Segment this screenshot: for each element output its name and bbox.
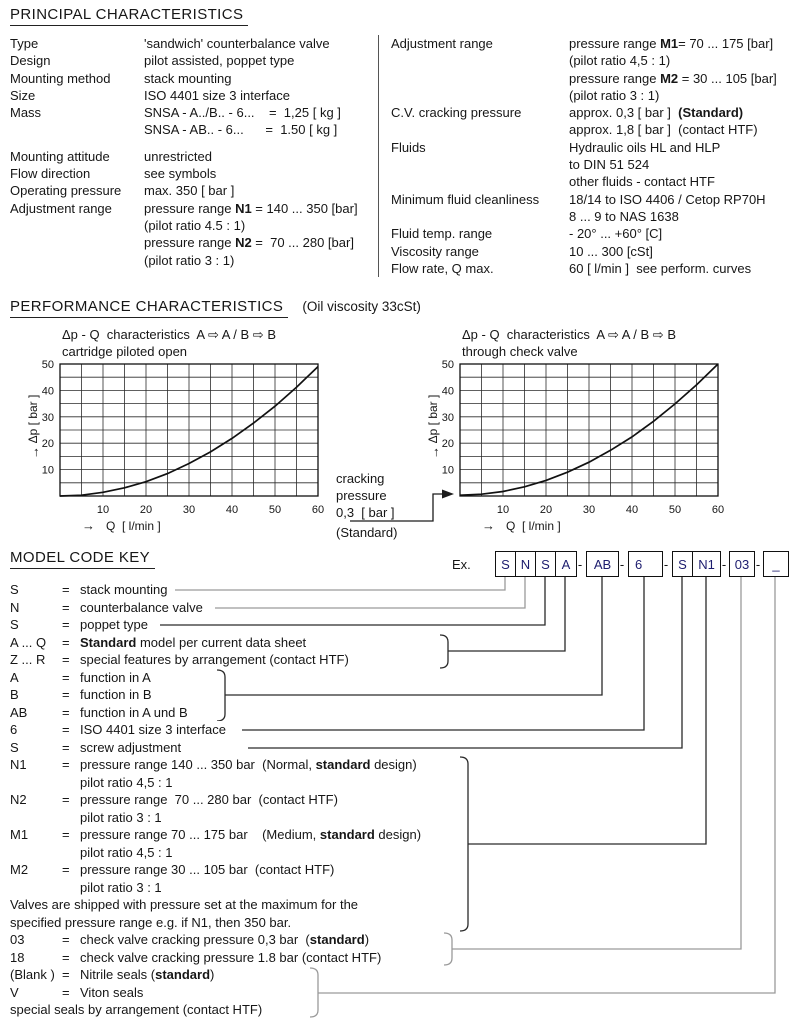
model-code-box-group [729, 551, 755, 577]
model-code-description: check valve cracking pressure 1.8 bar (contact HTF) [80, 949, 382, 965]
chart-plot-area [26, 360, 336, 537]
model-code-description: Viton seals [80, 984, 144, 1000]
example-label: Ex. [452, 557, 471, 572]
spec-label: Flow rate, Q max. [391, 260, 494, 276]
model-code-box-group [672, 551, 721, 577]
svg-text:40: 40 [441, 385, 454, 398]
model-code-description: screw adjustment [80, 739, 182, 755]
svg-text:40: 40 [225, 504, 239, 516]
model-code-description: pressure range 70 ... 280 bar (contact HTF) [80, 792, 338, 807]
spec-value-line: pressure range N2 = 70 ... 280 [bar] [144, 235, 354, 251]
model-code-code [10, 809, 62, 827]
model-code-code: V [10, 984, 19, 1000]
performance-title: PERFORMANCE CHARACTERISTICS (Oil viscosity 33cSt) [10, 298, 798, 318]
spec-value [569, 35, 792, 104]
spec-value-line: see symbols [144, 166, 217, 182]
model-code-box-group [763, 551, 789, 577]
model-code-code: S [10, 739, 19, 755]
spec-value-line: approx. 0,3 [ bar ] (Standard) [569, 105, 744, 121]
model-code-row [10, 844, 798, 862]
spec-value [569, 225, 792, 242]
model-code-row [10, 1001, 798, 1019]
model-code-description: check valve cracking pressure 0,3 bar (standard) [80, 932, 370, 947]
model-code-note-line: specified pressure range e.g. if N1, then 350 bar. [10, 914, 292, 930]
svg-text:30: 30 [441, 411, 454, 424]
spec-value-line: 60 [ l/min ] see perform. curves [569, 260, 752, 276]
principal-characteristics-section [10, 6, 792, 277]
x-axis-label: Q [ l/min ] [506, 519, 561, 533]
spec-value-line: max. 350 [ bar ] [144, 183, 235, 199]
spec-value [569, 243, 792, 260]
spec-value [144, 165, 378, 182]
spec-value-line: pressure range M1= 70 ... 175 [bar] [569, 36, 774, 51]
model-code-row [10, 914, 798, 932]
model-code-code: 6 [10, 722, 18, 737]
model-code-description: stack mounting [80, 582, 168, 597]
model-code-description: pressure range 70 ... 175 bar (Medium, standard design) [80, 827, 422, 842]
model-code-box-group [628, 551, 663, 577]
spec-row [10, 35, 378, 52]
spec-value [569, 139, 792, 191]
model-code-box-cell: N [516, 552, 536, 576]
model-code-box-cell: A [561, 556, 571, 572]
model-code-description: pilot ratio 3 : 1 [80, 809, 162, 825]
equals-sign: = [62, 599, 70, 615]
model-code-row [10, 669, 798, 687]
model-code-code: M2 [10, 862, 29, 877]
spec-value [144, 87, 378, 104]
model-code-box-cell: S [496, 552, 516, 576]
spec-label: Mass [10, 105, 42, 121]
spec-row [391, 35, 792, 104]
spec-value-line: (pilot ratio 4,5 : 1) [569, 53, 671, 69]
chart-plot-area [426, 360, 736, 537]
svg-text:20: 20 [441, 438, 454, 451]
model-code-description: function in B [80, 687, 152, 702]
model-code-row [10, 651, 798, 669]
spec-value [144, 182, 378, 199]
model-code-box-cell: AB [593, 556, 612, 572]
model-code-row [10, 809, 798, 827]
spec-value-line: approx. 1,8 [ bar ] (contact HTF) [569, 122, 758, 138]
spec-label: Fluids [391, 139, 426, 155]
spec-value-line: (pilot ratio 4.5 : 1) [144, 217, 246, 233]
model-code-row [10, 634, 798, 652]
y-axis-arrow-icon: ↑ [433, 444, 440, 459]
spec-value-line: SNSA - AB.. - 6... = 1.50 [ kg ] [144, 122, 338, 138]
svg-text:50: 50 [441, 360, 454, 371]
model-code-description: function in A [80, 669, 151, 685]
model-code-code [10, 774, 62, 792]
model-code-key-section [0, 545, 798, 1029]
spec-value [144, 70, 378, 87]
spec-value-line: stack mounting [144, 70, 232, 86]
equals-sign: = [62, 582, 70, 597]
spec-value [144, 148, 378, 165]
spec-label: Flow direction [10, 166, 91, 182]
model-code-code: A [10, 669, 19, 685]
svg-text:10: 10 [41, 464, 54, 477]
chart-through-check-valve [426, 326, 736, 537]
performance-characteristics-section [10, 298, 798, 538]
spec-value-line: other fluids - contact HTF [569, 174, 715, 190]
svg-text:10: 10 [441, 464, 454, 477]
svg-text:50: 50 [41, 360, 54, 371]
spec-row [10, 200, 378, 269]
model-code-description: special features by arrangement (contact HTF) [80, 652, 349, 667]
model-code-description: pressure range 30 ... 105 bar (contact HTF) [80, 862, 335, 877]
equals-sign: = [62, 862, 70, 877]
model-code-box-cell: 03 [734, 556, 750, 572]
chart-subtitle: cartridge piloted open [62, 344, 188, 359]
spec-label: Operating pressure [10, 183, 122, 199]
spec-value-line: SNSA - A../B.. - 6... = 1,25 [ kg ] [144, 105, 341, 121]
spec-label: Viscosity range [391, 243, 479, 259]
spec-value-line: (pilot ratio 3 : 1) [144, 252, 235, 268]
spec-label: Design [10, 53, 51, 69]
model-code-box-group [586, 551, 619, 577]
equals-sign: = [62, 984, 70, 1000]
model-code-note-line: Valves are shipped with pressure set at the maximum for the [10, 897, 359, 912]
model-code-code: A ... Q [10, 634, 47, 650]
model-code-code: S [10, 617, 19, 632]
spec-value [569, 260, 792, 277]
spec-label: Fluid temp. range [391, 226, 493, 242]
spec-row [391, 191, 792, 226]
spec-row [10, 70, 378, 87]
y-axis-label: Δp [ bar ] [426, 394, 440, 444]
spec-value-line: (pilot ratio 3 : 1) [569, 87, 660, 103]
svg-text:60: 60 [311, 504, 325, 516]
spec-value [144, 104, 378, 139]
chart-svg [426, 360, 726, 534]
model-code-box-group [495, 551, 577, 577]
model-code-row [10, 721, 798, 739]
chart-grid [60, 364, 318, 496]
model-code-row [10, 739, 798, 757]
model-code-description: pilot ratio 4,5 : 1 [80, 844, 173, 860]
model-code-row [10, 949, 798, 967]
spec-label: Type [10, 36, 39, 51]
spec-label: C.V. cracking pressure [391, 105, 522, 121]
model-code-dash: - [755, 556, 761, 572]
cracking-pressure-note: cracking pressure 0,3 [ bar ] (Standard) [336, 471, 398, 540]
spec-row [10, 87, 378, 104]
spec-row [10, 165, 378, 182]
spec-value-line: - 20° ... +60° [C] [569, 226, 663, 242]
svg-text:20: 20 [539, 504, 553, 516]
model-code-box-cell: 6 [635, 556, 643, 572]
svg-text:50: 50 [668, 504, 682, 516]
model-code-description: pressure range 140 ... 350 bar (Normal, standard design) [80, 757, 417, 772]
chart-piloted-open [26, 326, 336, 537]
chart-subtitle: through check valve [462, 344, 578, 359]
spec-row [10, 148, 378, 165]
equals-sign: = [62, 967, 70, 982]
spec-row [391, 139, 792, 191]
model-code-description: Standard model per current data sheet [80, 634, 307, 650]
equals-sign [62, 844, 80, 862]
principal-title: PRINCIPAL CHARACTERISTICS [10, 6, 792, 26]
model-code-box-cell: S [536, 552, 556, 576]
svg-text:20: 20 [139, 504, 153, 516]
equals-sign: = [62, 634, 70, 650]
spec-row [391, 104, 792, 139]
equals-sign: = [62, 757, 70, 772]
spec-value-line: 8 ... 9 to NAS 1638 [569, 208, 679, 224]
spec-value [569, 104, 792, 139]
model-code-description: counterbalance valve [80, 599, 203, 615]
spec-column-right [378, 35, 792, 277]
model-code-code: (Blank ) [10, 967, 55, 982]
model-code-description: Nitrile seals (standard) [80, 967, 215, 982]
svg-text:30: 30 [182, 504, 196, 516]
spec-label: Adjustment range [10, 200, 112, 216]
model-code-rows [10, 581, 798, 1019]
equals-sign: = [62, 652, 70, 667]
model-code-row [10, 599, 798, 617]
spec-value [144, 52, 378, 69]
x-axis-label: Q [ l/min ] [106, 519, 161, 533]
model-code-row [10, 791, 798, 809]
equals-sign: = [62, 669, 70, 685]
equals-sign: = [62, 792, 70, 807]
spec-value-line: pressure range N1 = 140 ... 350 [bar] [144, 200, 358, 216]
model-code-description: poppet type [80, 617, 148, 632]
model-code-dash: - [721, 556, 727, 572]
svg-text:30: 30 [41, 411, 54, 424]
svg-text:60: 60 [711, 504, 725, 516]
model-code-code: S [10, 582, 19, 597]
y-axis-label: Δp [ bar ] [26, 394, 40, 444]
svg-text:30: 30 [582, 504, 596, 516]
spec-value-line: to DIN 51 524 [569, 157, 650, 173]
equals-sign [62, 774, 80, 792]
model-code-row [10, 966, 798, 984]
spec-value [144, 200, 378, 269]
spec-value-line: pilot assisted, poppet type [144, 53, 295, 69]
spec-label: Mounting method [10, 70, 111, 86]
spec-label: Adjustment range [391, 36, 493, 51]
model-code-row [10, 984, 798, 1002]
equals-sign: = [62, 617, 70, 632]
model-code-row [10, 686, 798, 704]
model-code-note-line: special seals by arrangement (contact HTF) [10, 1002, 263, 1017]
spec-value-line: unrestricted [144, 148, 212, 164]
spec-row [10, 104, 378, 139]
model-code-code: B [10, 687, 19, 702]
equals-sign: = [62, 949, 70, 965]
x-axis-arrow-icon: → [482, 518, 495, 533]
model-code-row [10, 879, 798, 897]
equals-sign [62, 809, 80, 827]
model-code-dash: - [663, 556, 669, 572]
equals-sign: = [62, 687, 70, 702]
model-code-row [10, 861, 798, 879]
spec-row [10, 52, 378, 69]
model-code-code: M1 [10, 827, 29, 842]
spec-value [144, 35, 378, 52]
equals-sign: = [62, 704, 70, 720]
model-code-description: ISO 4401 size 3 interface [80, 722, 226, 737]
model-code-code: N2 [10, 792, 27, 807]
model-code-code [10, 879, 62, 897]
model-code-row [10, 826, 798, 844]
model-code-row [10, 704, 798, 722]
model-code-description: pilot ratio 3 : 1 [80, 879, 162, 895]
model-code-description: pilot ratio 4,5 : 1 [80, 774, 173, 790]
equals-sign [62, 879, 80, 897]
spec-value-line: 10 ... 300 [cSt] [569, 243, 653, 259]
svg-text:10: 10 [496, 504, 510, 516]
model-code-code: 03 [10, 932, 25, 947]
equals-sign: = [62, 932, 70, 947]
model-code-row [10, 896, 798, 914]
equals-sign: = [62, 827, 70, 842]
spec-label: Size [10, 87, 36, 103]
model-code-code: Z ... R [10, 652, 46, 667]
equals-sign: = [62, 739, 70, 755]
model-code-row [10, 931, 798, 949]
spec-value [569, 191, 792, 226]
model-code-dash: - [577, 556, 583, 572]
spec-value-line: 'sandwich' counterbalance valve [144, 36, 330, 51]
model-code-description: function in A und B [80, 704, 188, 720]
chart-svg [26, 360, 326, 534]
spec-value-line: pressure range M2 = 30 ... 105 [bar] [569, 70, 777, 86]
equals-sign: = [62, 722, 70, 737]
spec-value-line: 18/14 to ISO 4406 / Cetop RP70H [569, 191, 766, 207]
model-code-code [10, 844, 62, 862]
svg-text:40: 40 [625, 504, 639, 516]
model-code-box-cell: N1 [698, 556, 715, 572]
svg-text:50: 50 [268, 504, 282, 516]
y-axis-arrow-icon: ↑ [33, 444, 40, 459]
chart-title: Δp - Q characteristics A ⇨ A / B ⇨ B [62, 327, 276, 342]
performance-subtitle: (Oil viscosity 33cSt) [302, 299, 421, 314]
model-code-code: 18 [10, 949, 25, 965]
svg-text:10: 10 [96, 504, 110, 516]
model-code-dash: - [619, 556, 625, 572]
model-code-row [10, 581, 798, 599]
svg-text:40: 40 [41, 385, 54, 398]
spec-row [391, 260, 792, 277]
spec-column-left [10, 35, 378, 277]
model-code-box-cell: S [673, 552, 693, 576]
model-code-code: N [10, 599, 20, 615]
model-code-box-cell: _ [772, 556, 780, 572]
spec-row [391, 225, 792, 242]
chart-title: Δp - Q characteristics A ⇨ A / B ⇨ B [462, 327, 676, 342]
model-code-row [10, 616, 798, 634]
model-code-row [10, 774, 798, 792]
spec-label: Mounting attitude [10, 148, 110, 164]
model-code-title: MODEL CODE KEY [10, 549, 155, 569]
model-code-row [10, 756, 798, 774]
spec-value-line: Hydraulic oils HL and HLP [569, 139, 721, 155]
spec-value-line: ISO 4401 size 3 interface [144, 87, 290, 103]
svg-text:20: 20 [41, 438, 54, 451]
spec-row [391, 243, 792, 260]
x-axis-arrow-icon: → [82, 518, 95, 533]
model-code-code: N1 [10, 757, 27, 772]
spec-label: Minimum fluid cleanliness [391, 191, 540, 207]
spec-table [10, 35, 792, 277]
chart-grid [460, 364, 718, 496]
model-code-code: AB [10, 704, 28, 720]
spec-row [10, 182, 378, 199]
